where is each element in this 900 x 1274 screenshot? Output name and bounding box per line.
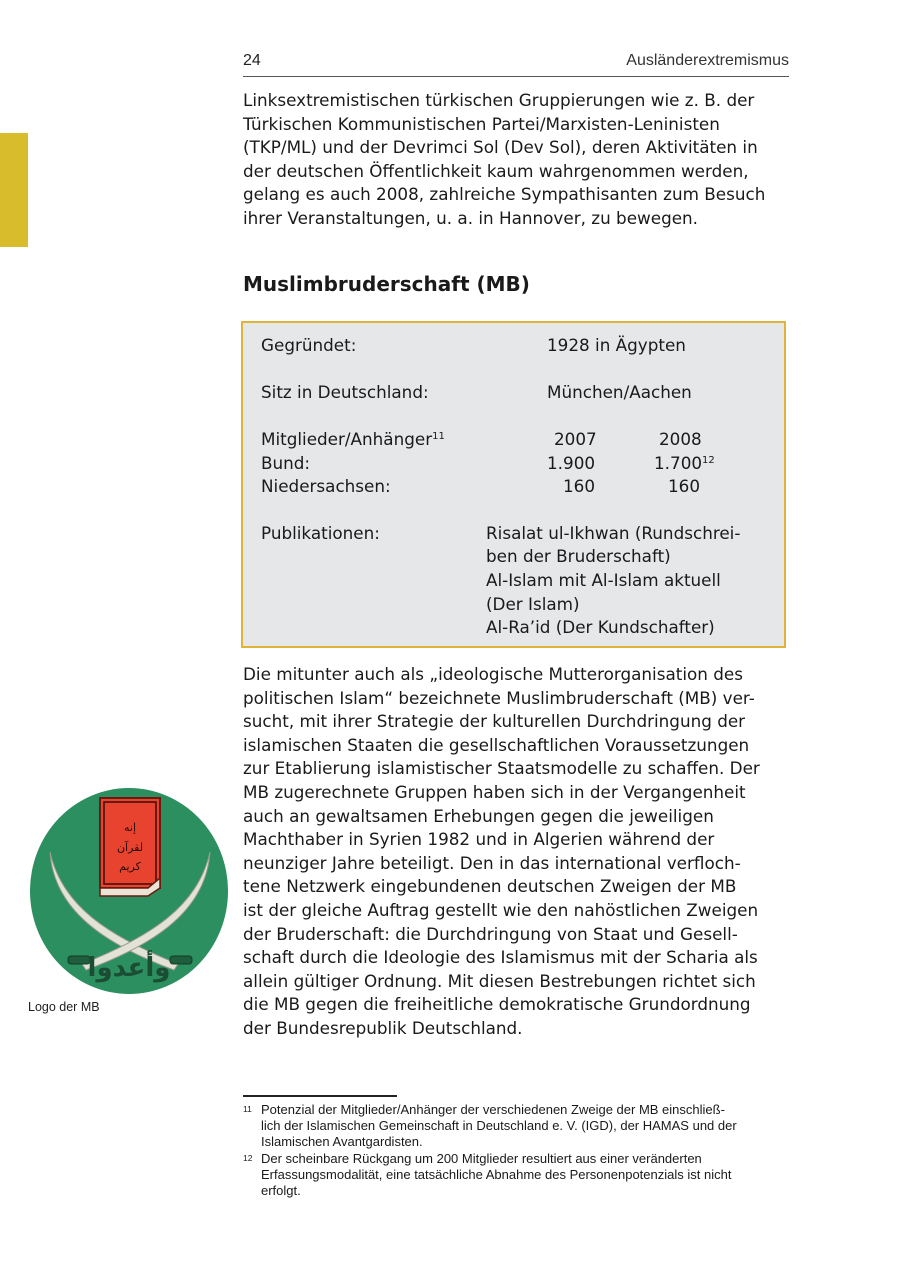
text-line: politischen Islam“ bezeichnete Muslimbruderschaft (MB) ver- <box>243 687 755 708</box>
text-line: schaft durch die Ideologie des Islamismus mit der Scharia als <box>243 947 758 968</box>
text-line: ihrer Veranstaltungen, u. a. in Hannover, zu bewegen. <box>243 207 699 228</box>
seat-value: München/Aachen <box>547 382 692 402</box>
text-line: gelang es auch 2008, zahlreiche Sympathisanten zum Besuch <box>243 184 766 205</box>
members-label: Mitglieder/Anhänger$^{11}$ <box>261 429 445 449</box>
footnote-11 <box>243 1102 803 1151</box>
logo-bottom-inscription: وأعدوا <box>87 953 171 983</box>
footnote-line: erfolgt. <box>261 1183 301 1199</box>
intro-paragraph <box>243 89 803 231</box>
founded-label: Gegründet: <box>261 335 357 355</box>
logo-caption: Logo der MB <box>28 1000 100 1014</box>
text-line: Machthaber in Syrien 1982 und in Algerien während der <box>243 829 715 850</box>
body-paragraph <box>243 663 803 1041</box>
text-line: zur Etablierung islamistischer Staatsmodelle zu schaffen. Der <box>243 758 760 779</box>
founded-value: 1928 in Ägypten <box>547 335 686 355</box>
publication-line: Al-Ra’id (Der Kundschafter) <box>486 617 715 637</box>
seat-label: Sitz in Deutschland: <box>261 382 429 402</box>
text-line: neunziger Jahre beteiligt. Den in das international verfloch- <box>243 852 741 873</box>
book-inscription: إنه <box>123 821 137 834</box>
svg-text:كريم: كريم <box>119 860 141 873</box>
publication-line: Al-Islam mit Al-Islam aktuell <box>486 570 721 590</box>
footnote-mark: 12 <box>243 1152 253 1163</box>
publications-label: Publikationen: <box>261 523 380 543</box>
publication-line: (Der Islam) <box>486 594 580 614</box>
footnote-line: lich der Islamischen Gemeinschaft in Deutschland e. V. (IGD), der HAMAS und der <box>261 1118 737 1134</box>
text-line: (TKP/ML) und der Devrimci Sol (Dev Sol), deren Aktivitäten in <box>243 137 758 158</box>
footnotes <box>243 1102 803 1199</box>
fact-box <box>241 321 786 648</box>
footnote-12 <box>243 1151 803 1200</box>
text-line: tene Netzwerk eingebundenen deutschen Zweigen der MB <box>243 876 737 897</box>
chapter-side-tab <box>0 133 28 247</box>
text-line: sucht, mit ihrer Strategie der kulturellen Durchdringung der <box>243 711 746 732</box>
footnote-mark: 11 <box>243 1104 252 1114</box>
page-header <box>243 52 789 77</box>
text-line: allein gültiger Ordnung. Mit diesen Bestrebungen richtet sich <box>243 970 756 991</box>
lower-saxony-2008-value: 160 <box>668 476 701 496</box>
year-2007: 2007 <box>554 429 597 449</box>
running-title: Ausländerextremismus <box>626 52 789 69</box>
federal-2007-value: 1.900 <box>547 453 596 473</box>
text-line: der deutschen Öffentlichkeit kaum wahrgenommen werden, <box>243 160 749 181</box>
page-number: 24 <box>243 52 261 69</box>
svg-text:لقرآن: لقرآن <box>116 841 144 854</box>
footnote-ref: 11 <box>432 431 445 442</box>
text-line: MB zugerechnete Gruppen haben sich in der Vergangenheit <box>243 781 746 802</box>
footnote-ref: 12 <box>702 455 715 466</box>
publication-line: Risalat ul-Ikhwan (Rundschrei- <box>486 523 741 543</box>
text-line: ist der gleiche Auftrag gestellt wie den nahöstlichen Zweigen <box>243 899 759 920</box>
book-icon <box>100 798 160 896</box>
lower-saxony-label: Niedersachsen: <box>261 476 391 496</box>
text-line: der Bruderschaft: die Durchdringung von Staat und Gesell- <box>243 923 738 944</box>
text-line: Linksextremistischen türkischen Gruppierungen wie z. B. der <box>243 90 755 110</box>
publication-line: ben der Bruderschaft) <box>486 546 671 566</box>
footnote-line: Der scheinbare Rückgang um 200 Mitglieder resultiert aus einer veränderten <box>261 1150 702 1166</box>
mb-logo <box>28 786 230 996</box>
text-line: Die mitunter auch als „ideologische Mutterorganisation des <box>243 664 743 684</box>
text-line: islamischen Staaten die gesellschaftlichen Voraussetzungen <box>243 734 750 755</box>
text-line: Türkischen Kommunistischen Partei/Marxisten-Leninisten <box>243 113 720 134</box>
footnote-line: Islamischen Avantgardisten. <box>261 1134 423 1150</box>
section-title: Muslimbruderschaft (MB) <box>243 272 530 296</box>
text-line: die MB gegen die freiheitliche demokratische Grundordnung <box>243 994 751 1015</box>
lower-saxony-2007-value: 160 <box>563 476 596 496</box>
footnote-line: Erfassungsmodalität, eine tatsächliche Abnahme des Personenpotenzials ist nicht <box>261 1166 732 1182</box>
footnote-line: Potenzial der Mitglieder/Anhänger der verschiedenen Zweige der MB einschließ- <box>261 1102 725 1117</box>
federal-2008-value: 1.700$^{12}$ <box>654 453 715 473</box>
text-line: auch an gewaltsamen Erhebungen gegen die jeweiligen <box>243 805 714 826</box>
federal-label: Bund: <box>261 453 311 473</box>
text-line: der Bundesrepublik Deutschland. <box>243 1017 523 1038</box>
year-2008: 2008 <box>659 429 702 449</box>
footnote-divider <box>243 1095 397 1097</box>
